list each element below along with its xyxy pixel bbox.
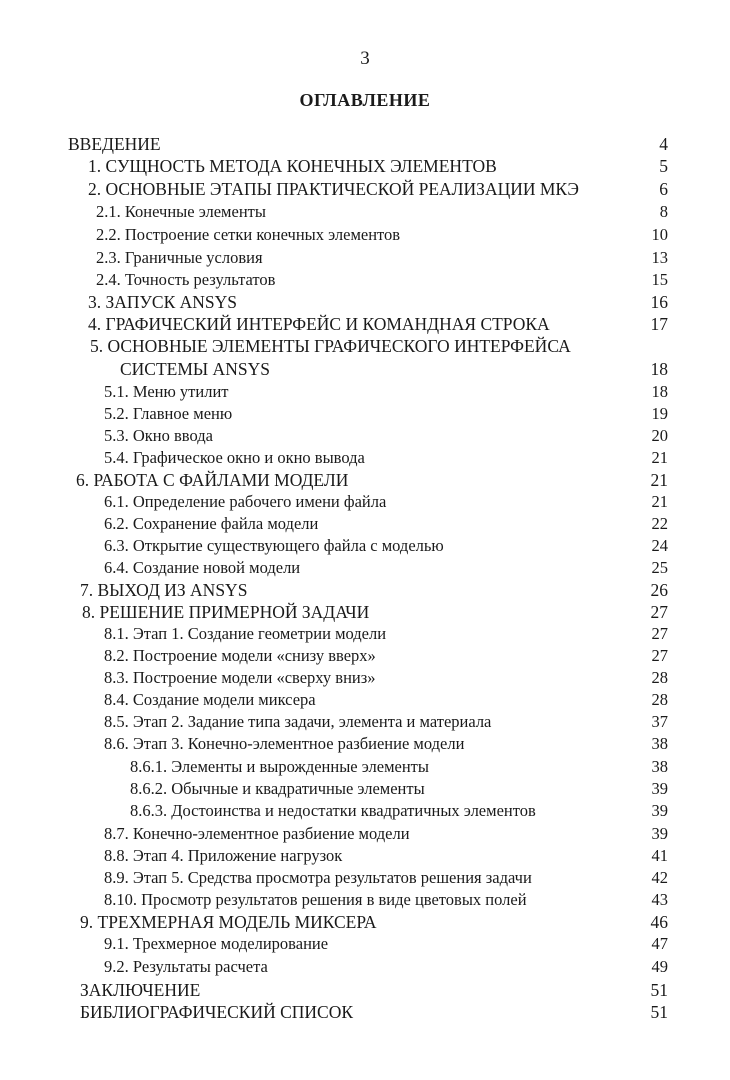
toc-entry bbox=[0, 579, 730, 601]
toc-entry-title: 4. ГРАФИЧЕСКИЙ ИНТЕРФЕЙС И КОМАНДНАЯ СТРОКА bbox=[88, 314, 550, 334]
toc-entry-title: 8.3. Построение модели «сверху вниз» bbox=[104, 668, 376, 687]
toc-entry bbox=[0, 733, 730, 755]
toc-entry-title: 8.8. Этап 4. Приложение нагрузок bbox=[104, 846, 343, 865]
toc-entry-title: 5.3. Окно ввода bbox=[104, 426, 213, 445]
toc-entry-title: 7. ВЫХОД ИЗ ANSYS bbox=[80, 580, 248, 600]
toc-entry-page: 37 bbox=[651, 712, 668, 731]
toc-entry-title: 2.4. Точность результатов bbox=[96, 270, 276, 289]
page-title: ОГЛАВЛЕНИЕ bbox=[299, 90, 431, 110]
toc-entry bbox=[0, 224, 730, 246]
toc-entry-page: 51 bbox=[650, 1002, 668, 1022]
toc-entry-page: 38 bbox=[651, 734, 668, 753]
toc-entry-page: 18 bbox=[650, 359, 668, 379]
toc-entry-page: 25 bbox=[651, 558, 668, 577]
toc-entry bbox=[0, 689, 730, 711]
toc-entry-page: 15 bbox=[651, 270, 668, 289]
toc-entry bbox=[0, 623, 730, 645]
toc-entry-title: 8.6.1. Элементы и вырожденные элементы bbox=[130, 757, 429, 776]
toc-entry-title: 9.1. Трехмерное моделирование bbox=[104, 934, 329, 953]
toc-entry-title: 8.7. Конечно-элементное разбиение модели bbox=[104, 824, 410, 843]
toc-entry-page: 21 bbox=[651, 448, 668, 467]
toc-entry-page: 26 bbox=[650, 580, 668, 600]
toc-entry-title: 8.10. Просмотр результатов решения в виде цветовых полей bbox=[104, 890, 527, 909]
toc-entry-page: 49 bbox=[651, 957, 668, 976]
toc-entry-page: 27 bbox=[651, 624, 668, 643]
toc-entry-page: 10 bbox=[651, 225, 668, 244]
toc-entry bbox=[0, 313, 730, 335]
toc-entry-page: 28 bbox=[651, 668, 668, 687]
toc-entry-title: 5.1. Меню утилит bbox=[104, 382, 229, 401]
toc-entry-title: 8.4. Создание модели миксера bbox=[104, 690, 316, 709]
toc-entry-page: 28 bbox=[651, 690, 668, 709]
toc-entry bbox=[0, 557, 730, 579]
toc-entry-title: ВВЕДЕНИЕ bbox=[68, 134, 161, 154]
toc-entry bbox=[0, 601, 730, 623]
toc-entry-title: 8.6.2. Обычные и квадратичные элементы bbox=[130, 779, 425, 798]
toc-entry-page: 6 bbox=[659, 179, 668, 199]
toc-entry bbox=[0, 247, 730, 269]
toc-entry bbox=[0, 535, 730, 557]
toc-entry-page: 4 bbox=[659, 134, 668, 154]
toc-entry-page: 27 bbox=[651, 646, 668, 665]
toc-entry bbox=[0, 513, 730, 535]
toc-entry bbox=[0, 335, 730, 357]
toc-entry-page: 8 bbox=[659, 202, 668, 221]
toc-entry-title: 6. РАБОТА С ФАЙЛАМИ МОДЕЛИ bbox=[76, 470, 349, 490]
toc-entry-page: 21 bbox=[651, 492, 668, 511]
toc-entry-page: 27 bbox=[650, 602, 668, 622]
toc-entry bbox=[0, 711, 730, 733]
toc-entry-page: 39 bbox=[651, 824, 668, 843]
toc-entry-title: 2.1. Конечные элементы bbox=[96, 202, 266, 221]
toc-entry-title: 2.2. Построение сетки конечных элементов bbox=[96, 225, 401, 244]
toc-entry-page: 39 bbox=[651, 801, 668, 820]
toc-entry bbox=[0, 845, 730, 867]
toc-entry bbox=[0, 381, 730, 403]
toc-entry-title: ЗАКЛЮЧЕНИЕ bbox=[80, 980, 201, 1000]
toc-entry bbox=[0, 269, 730, 291]
toc-entry-title: 2.3. Граничные условия bbox=[96, 248, 263, 267]
toc-entry bbox=[0, 491, 730, 513]
toc-entry bbox=[0, 933, 730, 955]
toc-entry bbox=[0, 800, 730, 822]
toc-entry bbox=[0, 178, 730, 200]
toc-entry-page: 41 bbox=[651, 846, 668, 865]
toc-entry bbox=[0, 201, 730, 223]
toc-entry bbox=[0, 645, 730, 667]
toc-entry-page: 43 bbox=[651, 890, 668, 909]
toc-entry-title: 6.1. Определение рабочего имени файла bbox=[104, 492, 387, 511]
toc-entry-title: 5. ОСНОВНЫЕ ЭЛЕМЕНТЫ ГРАФИЧЕСКОГО ИНТЕРФЕЙСА bbox=[90, 336, 571, 356]
toc-entry-title: 8. РЕШЕНИЕ ПРИМЕРНОЙ ЗАДАЧИ bbox=[82, 602, 370, 622]
toc-entry-title: 8.6. Этап 3. Конечно-элементное разбиение модели bbox=[104, 734, 465, 753]
toc-entry bbox=[0, 133, 730, 155]
toc-entry-page: 22 bbox=[651, 514, 668, 533]
toc-entry bbox=[0, 667, 730, 689]
toc-entry-page: 39 bbox=[651, 779, 668, 798]
toc-entry bbox=[0, 155, 730, 177]
toc-entry-page: 24 bbox=[651, 536, 668, 555]
toc-entry-title: 8.2. Построение модели «снизу вверх» bbox=[104, 646, 376, 665]
toc-entry-page: 17 bbox=[650, 314, 668, 334]
toc-entry bbox=[0, 956, 730, 978]
toc-entry bbox=[0, 778, 730, 800]
toc-entry-title: 8.1. Этап 1. Создание геометрии модели bbox=[104, 624, 387, 643]
toc-entry-page: 19 bbox=[651, 404, 668, 423]
toc-entry-title: СИСТЕМЫ ANSYS bbox=[120, 359, 270, 379]
toc-entry bbox=[0, 403, 730, 425]
toc-entry-page: 5 bbox=[659, 156, 668, 176]
toc-entry bbox=[0, 823, 730, 845]
toc-entry bbox=[0, 469, 730, 491]
toc-entry-title: 5.4. Графическое окно и окно вывода bbox=[104, 448, 365, 467]
toc-entry bbox=[0, 447, 730, 469]
toc-entry-page: 16 bbox=[650, 292, 668, 312]
toc-entry-title: 3. ЗАПУСК ANSYS bbox=[88, 292, 238, 312]
toc-entry-page: 18 bbox=[651, 382, 668, 401]
toc-entry-title: 9.2. Результаты расчета bbox=[104, 957, 268, 976]
toc-entry-page: 42 bbox=[651, 868, 668, 887]
toc-entry-title: 5.2. Главное меню bbox=[104, 404, 233, 423]
toc-entry bbox=[0, 1001, 730, 1023]
toc-entry bbox=[0, 867, 730, 889]
toc-entry-title: 2. ОСНОВНЫЕ ЭТАПЫ ПРАКТИЧЕСКОЙ РЕАЛИЗАЦИИ МКЭ bbox=[88, 179, 579, 199]
toc-entry-title: 6.4. Создание новой модели bbox=[104, 558, 301, 577]
toc-entry-title: 8.6.3. Достоинства и недостатки квадратичных элементов bbox=[130, 801, 536, 820]
toc-entry bbox=[0, 911, 730, 933]
toc-entry-page: 13 bbox=[651, 248, 668, 267]
toc-entry-page: 51 bbox=[650, 980, 668, 1000]
toc-entry bbox=[0, 889, 730, 911]
toc-entry bbox=[0, 358, 730, 380]
toc-entry-title: 1. СУЩНОСТЬ МЕТОДА КОНЕЧНЫХ ЭЛЕМЕНТОВ bbox=[88, 156, 497, 176]
toc-entry-page: 47 bbox=[651, 934, 668, 953]
toc-entry-title: БИБЛИОГРАФИЧЕСКИЙ СПИСОК bbox=[80, 1002, 354, 1022]
toc-entry bbox=[0, 979, 730, 1001]
toc-entry bbox=[0, 425, 730, 447]
toc-entry-title: 9. ТРЕХМЕРНАЯ МОДЕЛЬ МИКСЕРА bbox=[80, 912, 377, 932]
toc-entry-page: 20 bbox=[651, 426, 668, 445]
toc-entry bbox=[0, 291, 730, 313]
toc-entry bbox=[0, 756, 730, 778]
toc-entry-title: 8.5. Этап 2. Задание типа задачи, элемента и материала bbox=[104, 712, 492, 731]
toc-entry-page: 46 bbox=[650, 912, 668, 932]
toc-entry-title: 8.9. Этап 5. Средства просмотра результатов решения задачи bbox=[104, 868, 532, 887]
page-number: 3 bbox=[360, 48, 370, 69]
toc-entry-page: 38 bbox=[651, 757, 668, 776]
toc-entry-title: 6.2. Сохранение файла модели bbox=[104, 514, 319, 533]
toc-entry-title: 6.3. Открытие существующего файла с моделью bbox=[104, 536, 444, 555]
toc-entry-page: 21 bbox=[650, 470, 668, 490]
